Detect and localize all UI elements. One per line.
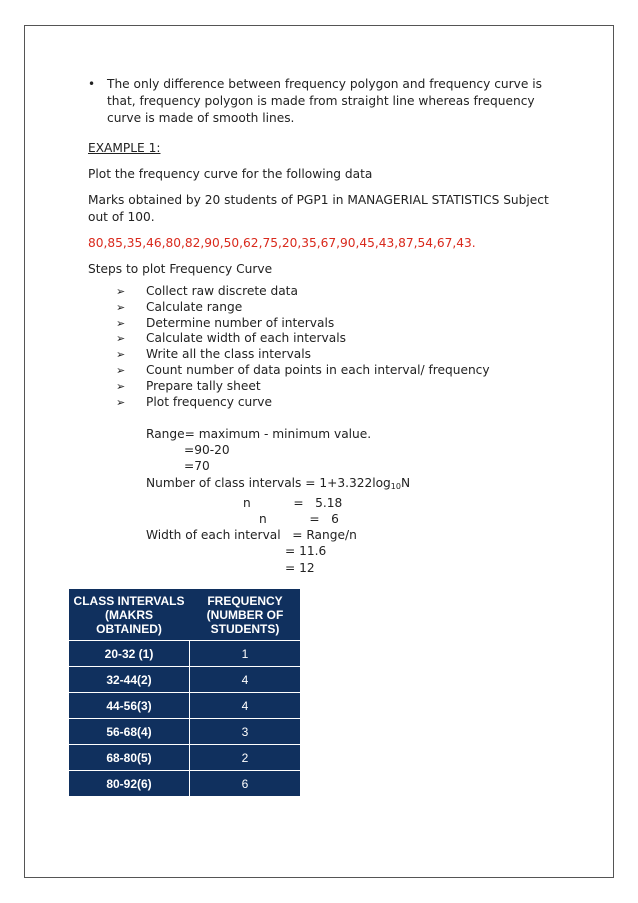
instruction-text: Plot the frequency curve for the following data (88, 167, 373, 181)
document-body (88, 76, 568, 410)
arrow-bullet-icon: ➢ (116, 285, 126, 298)
frequency-cell: 3 (190, 719, 301, 745)
table-row (69, 745, 300, 771)
header-frequency: FREQUENCY (NUMBER OF STUDENTS) (190, 589, 301, 641)
calculation-block (146, 426, 410, 576)
step-item: ➢ Collect raw discrete data (116, 284, 298, 298)
arrow-bullet-icon: ➢ (116, 332, 126, 346)
class-interval-cell: 32-44(2) (69, 667, 190, 693)
steps-heading: Steps to plot Frequency Curve (88, 262, 273, 276)
width-rounded: = 12 (285, 560, 315, 575)
arrow-bullet-icon: ➢ (116, 363, 126, 377)
step-item: ➢ Write all the class intervals (116, 347, 311, 362)
step-item: ➢ Plot frequency curve (116, 394, 272, 409)
step-item: ➢ Calculate width of each intervals (116, 331, 346, 346)
table-row (69, 719, 300, 745)
n-rounded: n = 6 (259, 512, 339, 527)
step-item: ➢ Determine number of intervals (116, 315, 335, 330)
step-item: ➢ Prepare tally sheet (116, 378, 261, 393)
bullet-dot-icon: • (88, 77, 96, 91)
step-item: ➢ Count number of data points in each interval/ frequency (116, 362, 490, 377)
example-heading: EXAMPLE 1: (88, 141, 161, 155)
table-row (69, 667, 300, 693)
table-row (69, 693, 300, 719)
bullet-note-text: The only difference between frequency polygon and frequency curve is that, frequency polygon is made from straight line whereas frequency curve is made of smooth lines. (107, 77, 542, 125)
frequency-table (69, 589, 300, 797)
frequency-cell: 4 (190, 693, 301, 719)
range-result: =70 (184, 459, 210, 474)
class-interval-cell: 20-32 (1) (69, 641, 190, 667)
arrow-bullet-icon: ➢ (116, 348, 126, 362)
class-interval-cell: 56-68(4) (69, 719, 190, 745)
width-formula: Width of each interval = Range/n (146, 528, 357, 543)
width-value: = 11.6 (285, 544, 327, 559)
table-row (69, 641, 300, 667)
frequency-cell: 2 (190, 745, 301, 771)
arrow-bullet-icon: ➢ (116, 300, 126, 314)
arrow-bullet-icon: ➢ (116, 316, 126, 330)
range-formula: Range= maximum - minimum value. (146, 427, 372, 441)
header-class-intervals: CLASS INTERVALS (MAKRS OBTAINED) (69, 589, 190, 641)
frequency-cell: 1 (190, 641, 301, 667)
steps-list (88, 284, 568, 410)
frequency-cell: 6 (190, 771, 301, 797)
frequency-cell: 4 (190, 667, 301, 693)
intervals-formula: Number of class intervals = $1+3.322\log_{10}N$ (146, 475, 411, 491)
bullet-note (88, 76, 568, 127)
table-row (69, 771, 300, 797)
class-interval-cell: 80-92(6) (69, 771, 190, 797)
arrow-bullet-icon: ➢ (116, 379, 126, 393)
class-interval-cell: 44-56(3) (69, 693, 190, 719)
range-step: =90-20 (184, 443, 230, 458)
n-value: n = 5.18 (243, 495, 343, 510)
description-text: Marks obtained by 20 students of PGP1 in MANAGERIAL STATISTICS Subject out of 100. (88, 193, 549, 224)
raw-data-values: 80,85,35,46,80,82,90,50,62,75,20,35,67,90,45,43,87,54,67,43. (88, 236, 476, 250)
class-interval-cell: 68-80(5) (69, 745, 190, 771)
arrow-bullet-icon: ➢ (116, 395, 126, 409)
step-item: ➢ Calculate range (116, 299, 243, 314)
